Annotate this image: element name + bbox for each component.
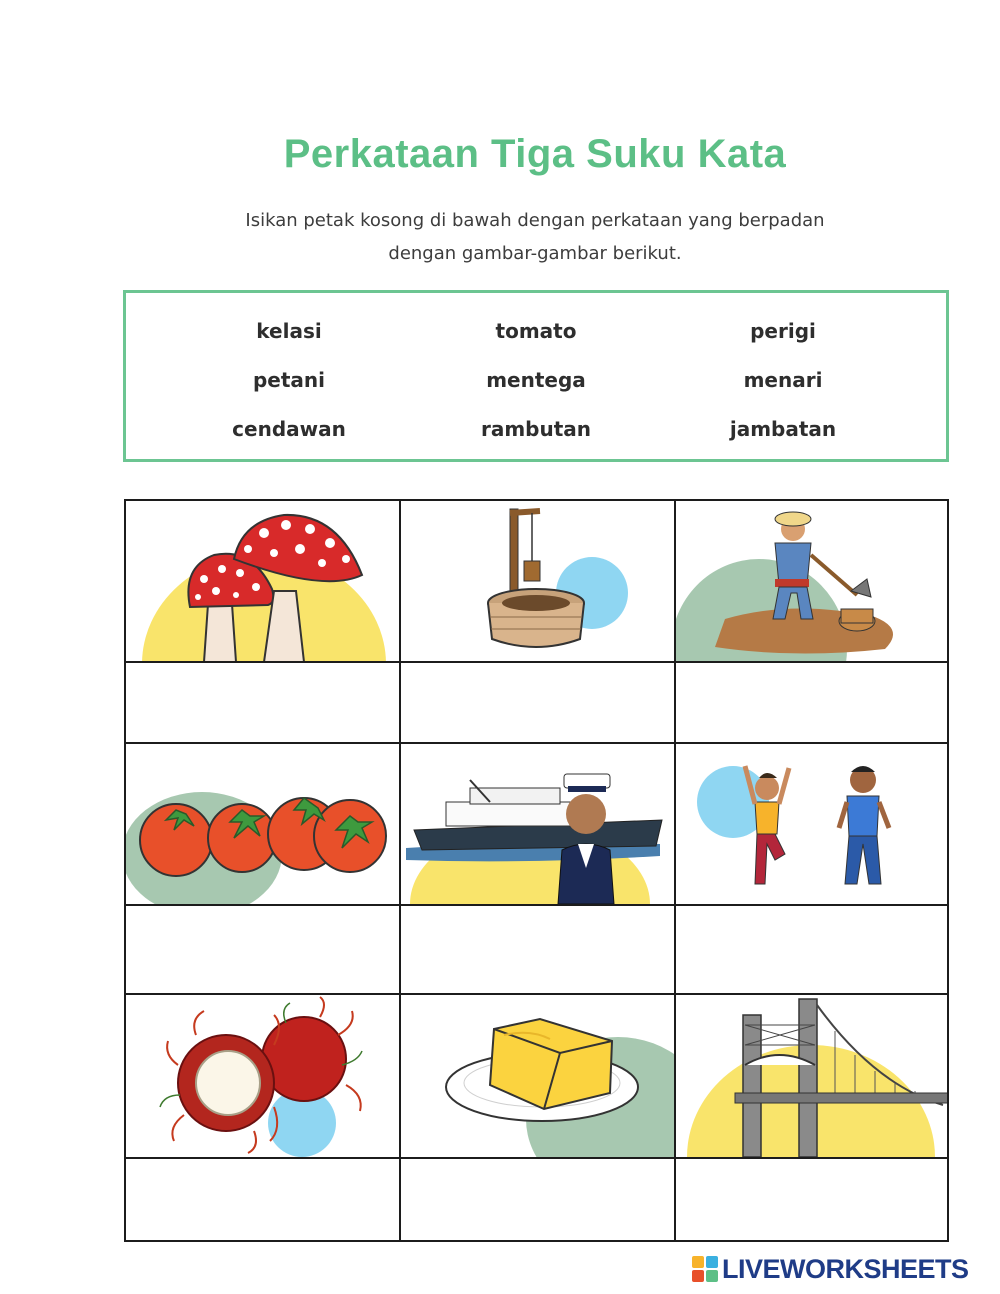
mushrooms-icon bbox=[124, 499, 399, 662]
word-bank-item: rambutan bbox=[480, 417, 592, 441]
instructions-line-1: Isikan petak kosong di bawah dengan perkataan yang berpadan bbox=[245, 210, 825, 231]
grid-line bbox=[124, 661, 949, 663]
answer-input[interactable] bbox=[681, 669, 947, 739]
answer-input[interactable] bbox=[130, 1164, 397, 1238]
rambutan-icon bbox=[124, 995, 399, 1157]
butter-icon bbox=[400, 995, 674, 1157]
dancing-children-icon bbox=[675, 744, 949, 904]
word-bank-item: menari bbox=[743, 368, 823, 392]
grid-line bbox=[399, 499, 401, 1242]
answer-input[interactable] bbox=[406, 911, 672, 990]
farmer-icon bbox=[675, 499, 949, 662]
grid-line bbox=[124, 904, 949, 906]
instructions-line-2: dengan gambar-gambar berikut. bbox=[388, 243, 682, 264]
tomatoes-icon bbox=[124, 744, 399, 904]
picture-answer-grid bbox=[124, 499, 949, 1242]
bridge-icon bbox=[675, 995, 949, 1157]
picture-cell bbox=[675, 995, 949, 1157]
answer-box[interactable] bbox=[400, 905, 674, 994]
answer-box[interactable] bbox=[124, 905, 399, 994]
answer-box[interactable] bbox=[400, 663, 674, 743]
word-bank-item: jambatan bbox=[729, 417, 837, 441]
instructions bbox=[0, 204, 1000, 270]
grid-line bbox=[947, 499, 949, 1242]
liveworksheets-mark-icon bbox=[692, 1256, 718, 1282]
well-icon bbox=[400, 499, 674, 662]
answer-input[interactable] bbox=[681, 1164, 947, 1238]
logo-text: LIVEWORKSHEETS bbox=[722, 1253, 969, 1284]
word-bank-item: kelasi bbox=[256, 319, 322, 343]
answer-box[interactable] bbox=[124, 1158, 399, 1242]
grid-line bbox=[124, 1240, 949, 1242]
word-bank-item: perigi bbox=[750, 319, 816, 343]
answer-input[interactable] bbox=[681, 911, 947, 990]
page-title: Perkataan Tiga Suku Kata bbox=[283, 132, 787, 176]
picture-cell bbox=[124, 744, 399, 904]
liveworksheets-logo bbox=[692, 1254, 969, 1284]
word-bank-item: petani bbox=[252, 368, 326, 392]
word-bank-item: cendawan bbox=[232, 417, 346, 441]
answer-box[interactable] bbox=[675, 905, 949, 994]
word-bank-item: mentega bbox=[486, 368, 586, 392]
answer-box[interactable] bbox=[124, 663, 399, 743]
word-bank-item: tomato bbox=[495, 319, 577, 343]
word-bank bbox=[123, 290, 949, 462]
grid-line bbox=[124, 742, 949, 744]
grid-line bbox=[124, 499, 126, 1242]
picture-cell bbox=[400, 499, 674, 662]
answer-input[interactable] bbox=[130, 669, 397, 739]
answer-box[interactable] bbox=[675, 1158, 949, 1242]
answer-input[interactable] bbox=[406, 1164, 672, 1238]
grid-line bbox=[124, 993, 949, 995]
picture-cell bbox=[675, 499, 949, 662]
picture-cell bbox=[400, 995, 674, 1157]
picture-cell bbox=[400, 744, 674, 904]
answer-box[interactable] bbox=[675, 663, 949, 743]
grid-line bbox=[124, 1157, 949, 1159]
picture-cell bbox=[124, 995, 399, 1157]
answer-input[interactable] bbox=[406, 669, 672, 739]
answer-box[interactable] bbox=[400, 1158, 674, 1242]
grid-line bbox=[124, 499, 949, 501]
picture-cell bbox=[675, 744, 949, 904]
grid-line bbox=[674, 499, 676, 1242]
sailor-ship-icon bbox=[400, 744, 674, 904]
picture-cell bbox=[124, 499, 399, 662]
answer-input[interactable] bbox=[130, 911, 397, 990]
